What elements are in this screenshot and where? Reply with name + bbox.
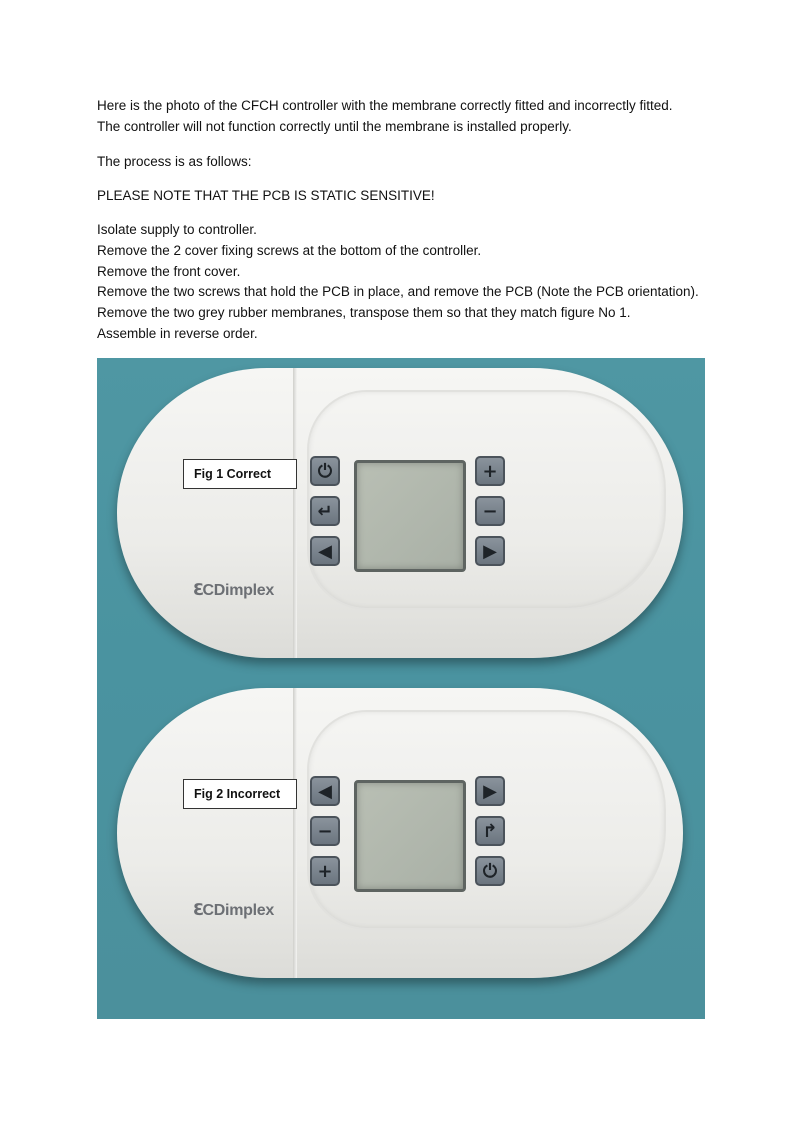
step-item: Remove the front cover. — [97, 263, 241, 279]
fig1-label: Fig 1 Correct — [183, 459, 297, 489]
minus-icon: − — [475, 496, 505, 526]
brand-logo — [193, 580, 274, 600]
intro-line-2: The controller will not function correctly until the membrane is installed properly. — [97, 118, 572, 134]
brand-logo — [193, 900, 274, 920]
process-heading: The process is as follows: — [97, 154, 252, 169]
step-item: Remove the two screws that hold the PCB in place, and remove the PCB (Note the PCB orientation). — [97, 284, 699, 300]
right-arrow-icon: ▶ — [475, 776, 505, 806]
brand-mark-icon: ℇC — [193, 902, 214, 919]
step-item: Assemble in reverse order. — [97, 325, 258, 341]
brand-name: Dimplex — [213, 582, 274, 599]
controller-photo — [97, 358, 705, 1019]
right-arrow-icon: ▶ — [475, 536, 505, 566]
brand-name: Dimplex — [213, 902, 274, 919]
brand-mark-icon: ℇC — [193, 582, 214, 599]
intro-line-1: Here is the photo of the CFCH controller with the membrane correctly fitted and incorrectly fitted. — [97, 98, 673, 113]
plus-icon: + — [475, 456, 505, 486]
enter-icon: ↵ — [310, 496, 340, 526]
step-item: Remove the two grey rubber membranes, transpose them so that they match figure No 1. — [97, 305, 631, 321]
static-warning: PLEASE NOTE THAT THE PCB IS STATIC SENSITIVE! — [97, 188, 435, 203]
step-item: Remove the 2 cover fixing screws at the bottom of the controller. — [97, 242, 482, 258]
intro-paragraph — [97, 96, 737, 138]
plus-icon: + — [310, 856, 340, 886]
steps-list — [97, 220, 737, 345]
lcd-screen — [354, 780, 466, 892]
cover-seam — [293, 368, 297, 658]
cover-seam — [293, 688, 297, 978]
power-icon: ⏻ — [475, 856, 505, 886]
left-arrow-icon: ◀ — [310, 536, 340, 566]
enter-icon: ↱ — [475, 816, 505, 846]
left-arrow-icon: ◀ — [310, 776, 340, 806]
fig2-label: Fig 2 Incorrect — [183, 779, 297, 809]
controller-incorrect — [97, 688, 705, 998]
controller-correct — [97, 368, 705, 678]
step-item: Isolate supply to controller. — [97, 222, 257, 237]
lcd-screen — [354, 460, 466, 572]
power-icon: ⏻ — [310, 456, 340, 486]
minus-icon: − — [310, 816, 340, 846]
